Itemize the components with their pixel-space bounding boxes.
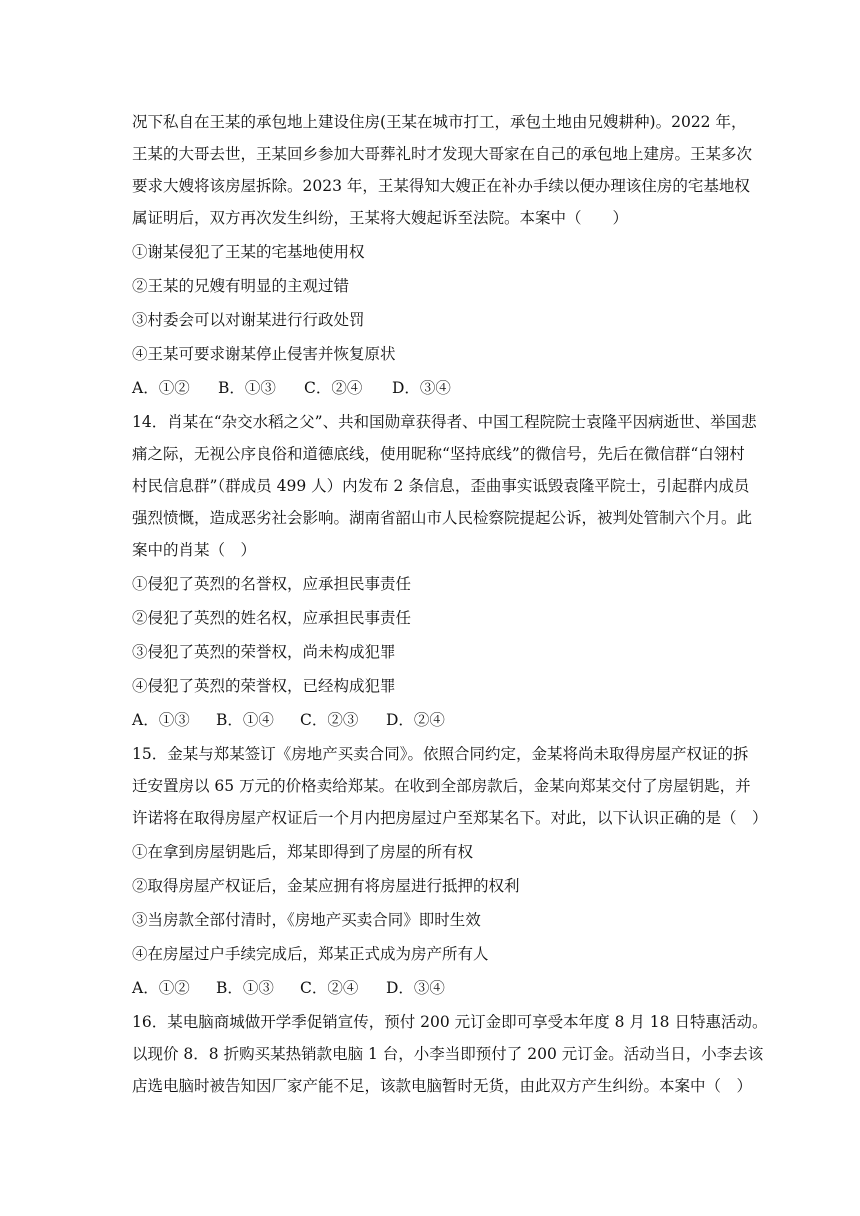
question-text-line: 15．金某与郑某签订《房地产买卖合同》。依照合同约定，金某将尚未取得房屋产权证的拆 xyxy=(132,745,749,763)
statement-option: ①侵犯了英烈的名誉权，应承担民事责任 xyxy=(132,575,412,593)
statement-option: ②王某的兄嫂有明显的主观过错 xyxy=(132,277,350,295)
statement-option: ②取得房屋产权证后，金某应拥有将房屋进行抵押的权利 xyxy=(132,877,520,895)
choice-c: C．②③ xyxy=(300,711,359,729)
choice-d: D．③④ xyxy=(392,379,451,397)
question-text-line: 以现价 8．8 折购买某热销款电脑 1 台，小李当即预付了 200 元订金。活动当日，小李去该 xyxy=(132,1045,764,1063)
question-13 xyxy=(132,106,753,406)
choice-c: C．②④ xyxy=(304,379,363,397)
question-text-line: 店选电脑时被告知因厂家产能不足，该款电脑暂时无货，由此双方产生纠纷。本案中（ ） xyxy=(132,1077,753,1095)
question-text-line: 强烈愤慨，造成恶劣社会影响。湖南省韶山市人民检察院提起公诉，被判处管制六个月。此 xyxy=(132,509,753,527)
choice-d: D．②④ xyxy=(386,711,445,729)
choice-b: B．①③ xyxy=(216,979,274,997)
question-text-line: 16．某电脑商城做开学季促销宣传，预付 200 元订金即可享受本年度 8 月 18 日特惠活动。 xyxy=(132,1013,768,1031)
choice-c: C．②④ xyxy=(300,979,359,997)
choice-a: A．①② xyxy=(132,979,190,997)
choice-b: B．①③ xyxy=(218,379,276,397)
question-text-line: 要求大嫂将该房屋拆除。2023 年，王某得知大嫂正在补办手续以便办理该住房的宅基地权 xyxy=(132,177,750,195)
question-text-line: 痛之际，无视公序良俗和道德底线，使用昵称“坚持底线”的微信号，先后在微信群“白翎村 xyxy=(132,445,745,463)
question-text-line: 王某的大哥去世，王某回乡参加大哥葬礼时才发现大哥家在自己的承包地上建房。王某多次 xyxy=(132,145,753,163)
question-text-line: 况下私自在王某的承包地上建设住房(王某在城市打工，承包土地由兄嫂耕种)。2022 年， xyxy=(132,113,747,131)
question-content xyxy=(132,106,768,1102)
statement-option: ④王某可要求谢某停止侵害并恢复原状 xyxy=(132,345,396,363)
question-text-line: 属证明后，双方再次发生纠纷，王某将大嫂起诉至法院。本案中（ ） xyxy=(132,209,629,227)
statement-option: ①在拿到房屋钥匙后，郑某即得到了房屋的所有权 xyxy=(132,843,474,861)
statement-option: ④在房屋过户手续完成后，郑某正式成为房产所有人 xyxy=(132,945,489,963)
statement-option: ③村委会可以对谢某进行行政处罚 xyxy=(132,311,365,329)
question-16 xyxy=(132,1006,768,1102)
answer-choices xyxy=(132,372,730,406)
question-text-line: 许诺将在取得房屋产权证后一个月内把房屋过户至郑某名下。对此，以下认识正确的是（ ） xyxy=(132,809,768,827)
statement-option: ①谢某侵犯了王某的宅基地使用权 xyxy=(132,243,365,261)
choice-d: D．③④ xyxy=(386,979,445,997)
choice-a: A．①② xyxy=(132,379,190,397)
choice-b: B．①④ xyxy=(216,711,274,729)
statement-option: ②侵犯了英烈的姓名权，应承担民事责任 xyxy=(132,609,412,627)
statement-option: ③侵犯了英烈的荣誉权，尚未构成犯罪 xyxy=(132,643,396,661)
question-text-line: 村民信息群”（群成员 499 人）内发布 2 条信息，歪曲事实诋毁袁隆平院士，引起群内成员 xyxy=(132,477,750,495)
question-text-line: 案中的肖某（ ） xyxy=(132,541,257,559)
answer-choices xyxy=(132,704,730,738)
question-text-line: 14．肖某在“杂交水稻之父”、共和国勋章获得者、中国工程院院士袁隆平因病逝世、举国悲 xyxy=(132,413,757,431)
question-text-line: 迁安置房以 65 万元的价格卖给郑某。在收到全部房款后，金某向郑某交付了房屋钥匙，并 xyxy=(132,777,751,795)
question-14 xyxy=(132,406,757,738)
question-15 xyxy=(132,738,768,1006)
statement-option: ④侵犯了英烈的荣誉权，已经构成犯罪 xyxy=(132,677,396,695)
choice-a: A．①③ xyxy=(132,711,190,729)
answer-choices xyxy=(132,972,730,1006)
statement-option: ③当房款全部付清时，《房地产买卖合同》即时生效 xyxy=(132,911,481,929)
